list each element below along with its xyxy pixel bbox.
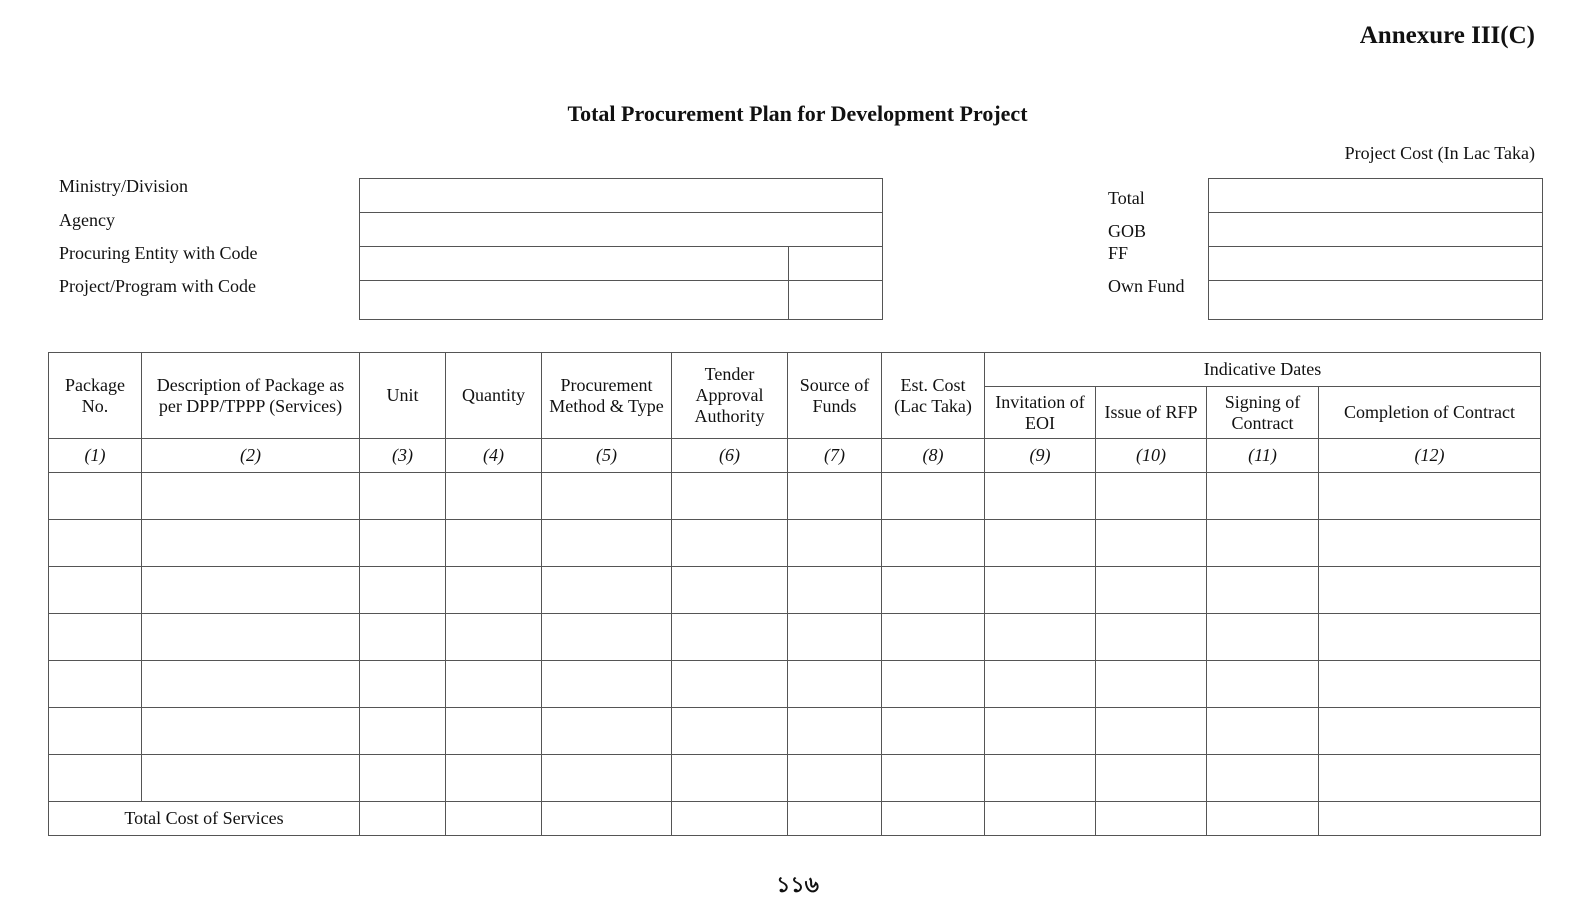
table-cell[interactable] (882, 567, 985, 614)
table-cell[interactable] (882, 473, 985, 520)
table-cell[interactable] (1319, 661, 1541, 708)
table-cell[interactable] (446, 520, 542, 567)
project-cost-caption: Project Cost (In Lac Taka) (1344, 143, 1535, 163)
agency-field[interactable] (359, 212, 883, 247)
total-cell[interactable] (542, 802, 672, 836)
table-cell[interactable] (542, 661, 672, 708)
header-unit: Unit (360, 353, 446, 439)
header-est-cost: Est. Cost (Lac Taka) (882, 353, 985, 439)
gob-label: GOB (1108, 221, 1147, 241)
table-cell[interactable] (360, 614, 446, 661)
total-cell[interactable] (1207, 802, 1319, 836)
total-cell[interactable] (985, 802, 1096, 836)
header-issue-rfp: Issue of RFP (1096, 387, 1207, 439)
ff-label: FF (1108, 243, 1129, 263)
table-cell[interactable] (1096, 614, 1207, 661)
gob-field[interactable] (1208, 212, 1543, 247)
total-cell[interactable] (788, 802, 882, 836)
header-indicative-dates: Indicative Dates (985, 353, 1541, 387)
column-number: (10) (1096, 439, 1207, 473)
table-cell[interactable] (1319, 520, 1541, 567)
table-cell[interactable] (542, 567, 672, 614)
header-description: Description of Package as per DPP/TPPP (Services) (142, 353, 360, 439)
table-cell[interactable] (882, 708, 985, 755)
table-cell[interactable] (1319, 473, 1541, 520)
table-cell[interactable] (542, 473, 672, 520)
table-cell[interactable] (360, 755, 446, 802)
column-number: (7) (788, 439, 882, 473)
table-cell[interactable] (446, 661, 542, 708)
project-program-code-field[interactable] (788, 280, 883, 320)
table-cell[interactable] (882, 661, 985, 708)
table-cell[interactable] (446, 473, 542, 520)
column-number: (1) (49, 439, 142, 473)
table-cell[interactable] (49, 614, 142, 661)
ministry-field[interactable] (359, 178, 883, 213)
table-cell[interactable] (672, 614, 788, 661)
ff-field[interactable] (1208, 246, 1543, 281)
page-number: ১১৬ (776, 872, 819, 897)
header-package-no: Package No. (49, 353, 142, 439)
total-cell[interactable] (1096, 802, 1207, 836)
table-cell[interactable] (1207, 661, 1319, 708)
column-number-row (49, 439, 1541, 473)
table-cell[interactable] (1207, 520, 1319, 567)
table-cell[interactable] (1207, 708, 1319, 755)
total-cell[interactable] (1319, 802, 1541, 836)
column-number: (5) (542, 439, 672, 473)
header-quantity: Quantity (446, 353, 542, 439)
column-number: (2) (142, 439, 360, 473)
table-cell[interactable] (142, 661, 360, 708)
header-signing-contract: Signing of Contract (1207, 387, 1319, 439)
table-cell[interactable] (49, 661, 142, 708)
column-number: (12) (1319, 439, 1541, 473)
table-cell[interactable] (1096, 520, 1207, 567)
table-cell[interactable] (788, 661, 882, 708)
column-number: (11) (1207, 439, 1319, 473)
table-cell[interactable] (1319, 708, 1541, 755)
column-number: (9) (985, 439, 1096, 473)
table-cell[interactable] (788, 755, 882, 802)
project-program-label: Project/Program with Code (59, 276, 256, 296)
table-cell[interactable] (542, 755, 672, 802)
table-cell[interactable] (542, 708, 672, 755)
table-cell[interactable] (142, 473, 360, 520)
table-row (49, 473, 1541, 520)
procurement-table (48, 352, 1541, 836)
column-number: (3) (360, 439, 446, 473)
table-cell[interactable] (985, 755, 1096, 802)
table-cell[interactable] (1319, 755, 1541, 802)
table-cell[interactable] (142, 520, 360, 567)
procuring-entity-label: Procuring Entity with Code (59, 243, 258, 263)
table-cell[interactable] (985, 520, 1096, 567)
table-row (49, 755, 1541, 802)
table-cell[interactable] (882, 520, 985, 567)
table-cell[interactable] (1207, 755, 1319, 802)
header-completion-contract: Completion of Contract (1319, 387, 1541, 439)
table-cell[interactable] (142, 567, 360, 614)
table-cell[interactable] (49, 520, 142, 567)
table-cell[interactable] (1319, 614, 1541, 661)
table-cell[interactable] (1096, 473, 1207, 520)
table-cell[interactable] (788, 708, 882, 755)
table-cell[interactable] (672, 473, 788, 520)
table-cell[interactable] (1096, 567, 1207, 614)
table-cell[interactable] (985, 567, 1096, 614)
table-row (49, 661, 1541, 708)
column-number: (4) (446, 439, 542, 473)
table-cell[interactable] (1207, 473, 1319, 520)
total-cost-label: Total (1108, 188, 1145, 208)
table-cell[interactable] (142, 614, 360, 661)
table-cell[interactable] (360, 520, 446, 567)
table-cell[interactable] (1096, 708, 1207, 755)
header-invitation-eoi: Invitation of EOI (985, 387, 1096, 439)
table-cell[interactable] (672, 520, 788, 567)
table-cell[interactable] (788, 614, 882, 661)
table-row (49, 614, 1541, 661)
table-cell[interactable] (142, 755, 360, 802)
table-cell[interactable] (142, 708, 360, 755)
header-source-of-funds: Source of Funds (788, 353, 882, 439)
total-cell[interactable] (446, 802, 542, 836)
table-cell[interactable] (788, 520, 882, 567)
table-cell[interactable] (985, 473, 1096, 520)
header-procurement-method: Procurement Method & Type (542, 353, 672, 439)
own-fund-label: Own Fund (1108, 276, 1185, 296)
annexure-label: Annexure III(C) (1359, 22, 1535, 49)
table-cell[interactable] (1319, 567, 1541, 614)
total-cost-row (49, 802, 1541, 836)
ministry-label: Ministry/Division (59, 176, 189, 196)
table-cell[interactable] (985, 614, 1096, 661)
table-row (49, 567, 1541, 614)
total-cell[interactable] (882, 802, 985, 836)
procuring-entity-field[interactable] (359, 246, 789, 281)
column-number: (8) (882, 439, 985, 473)
table-row (49, 520, 1541, 567)
procuring-entity-code-field[interactable] (788, 246, 883, 281)
project-program-field[interactable] (359, 280, 789, 320)
table-cell[interactable] (672, 708, 788, 755)
total-cell[interactable] (360, 802, 446, 836)
table-row (49, 708, 1541, 755)
table-cell[interactable] (1096, 755, 1207, 802)
total-cell[interactable] (672, 802, 788, 836)
table-cell[interactable] (446, 755, 542, 802)
table-cell[interactable] (542, 520, 672, 567)
table-cell[interactable] (446, 567, 542, 614)
table-cell[interactable] (672, 755, 788, 802)
table-cell[interactable] (1207, 614, 1319, 661)
table-cell[interactable] (985, 708, 1096, 755)
page-title: Total Procurement Plan for Development Project (567, 101, 1028, 126)
table-cell[interactable] (360, 473, 446, 520)
table-cell[interactable] (49, 473, 142, 520)
table-cell[interactable] (446, 708, 542, 755)
table-cell[interactable] (49, 708, 142, 755)
own-fund-field[interactable] (1208, 280, 1543, 320)
table-cell[interactable] (1096, 661, 1207, 708)
table-cell[interactable] (672, 661, 788, 708)
table-cell[interactable] (360, 708, 446, 755)
table-cell[interactable] (360, 567, 446, 614)
agency-label: Agency (59, 210, 115, 230)
table-cell[interactable] (788, 567, 882, 614)
table-cell[interactable] (788, 473, 882, 520)
table-cell[interactable] (882, 614, 985, 661)
column-number: (6) (672, 439, 788, 473)
table-cell[interactable] (672, 567, 788, 614)
table-cell[interactable] (446, 614, 542, 661)
total-cost-field[interactable] (1208, 178, 1543, 213)
table-cell[interactable] (542, 614, 672, 661)
table-cell[interactable] (882, 755, 985, 802)
total-cost-label-cell: Total Cost of Services (49, 802, 360, 836)
table-cell[interactable] (49, 755, 142, 802)
table-cell[interactable] (49, 567, 142, 614)
table-cell[interactable] (985, 661, 1096, 708)
table-cell[interactable] (1207, 567, 1319, 614)
header-tender-approval: Tender Approval Authority (672, 353, 788, 439)
table-cell[interactable] (360, 661, 446, 708)
